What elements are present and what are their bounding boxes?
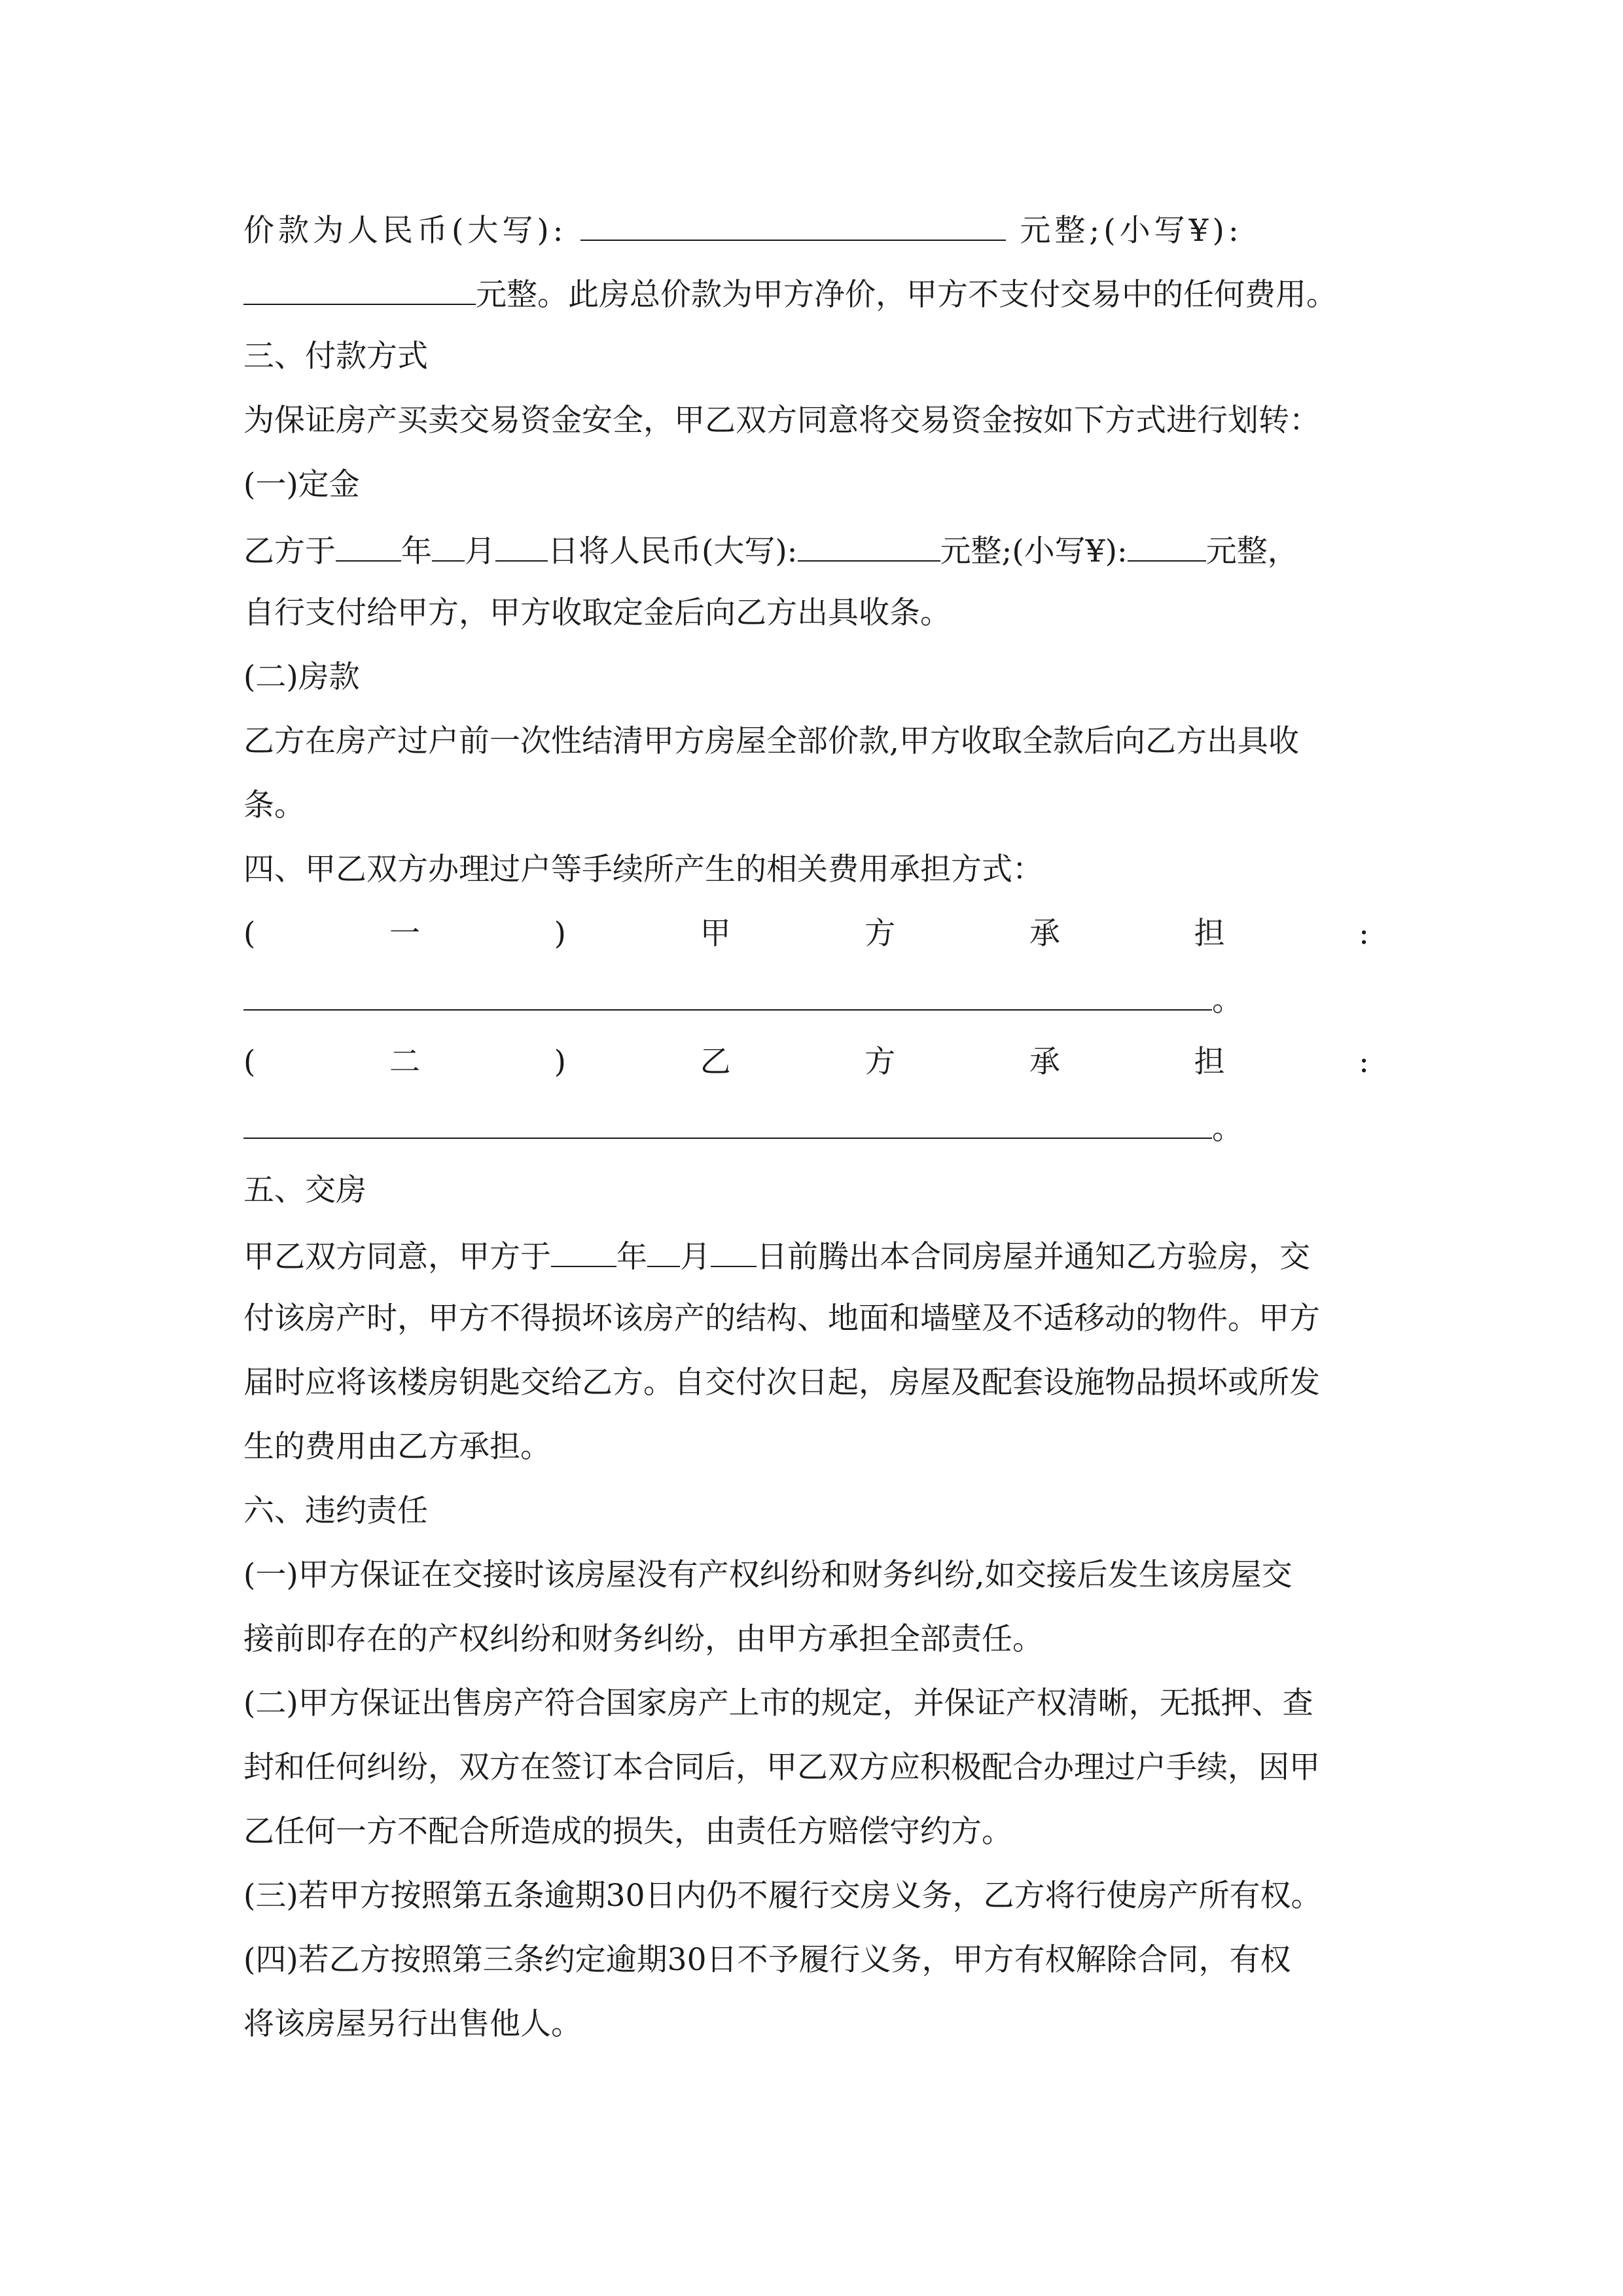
party-a-fee-blank-line: [243, 966, 1395, 1030]
payment-heading: (二)房款: [243, 659, 360, 695]
char: 承: [1029, 1044, 1060, 1080]
price-label: 价款为人民币(大写):: [243, 213, 567, 249]
section-3-heading: 三、付款方式: [243, 338, 428, 374]
char: 承: [1029, 916, 1060, 952]
handover-line-1: [243, 1223, 1395, 1287]
char: 方: [865, 916, 896, 952]
deposit-text-a: 乙方于: [243, 533, 336, 569]
char: 担: [1194, 916, 1225, 952]
handover-text-year: 年: [616, 1239, 647, 1275]
char: 甲: [700, 916, 731, 952]
price-net-line: [243, 260, 1395, 325]
party-a-fee-blank: [243, 966, 1212, 1011]
handover-text-month: 月: [680, 1239, 711, 1275]
paren-close: ): [554, 916, 566, 952]
char: 方: [865, 1044, 896, 1080]
paren-open: (: [243, 916, 256, 952]
section-3-intro: 为保证房产买卖交易资金安全，甲乙双方同意将交易资金按如下方式进行划转：: [243, 403, 1320, 439]
price-lowercase-blank: [243, 260, 476, 305]
deposit-uppercase-blank: [798, 517, 940, 562]
handover-month-blank: [647, 1223, 680, 1267]
price-net-text: 元整。此房总价款为甲方净价，甲方不支付交易中的任何费用。: [476, 277, 1337, 313]
section-4-heading: 四、甲乙双方办理过户等手续所产生的相关费用承担方式：: [243, 852, 1043, 888]
party-b-fee-blank: [243, 1094, 1212, 1139]
handover-line-4: 生的费用由乙方承担。: [243, 1429, 551, 1465]
item-number: 一: [389, 916, 420, 952]
liability-1-line-2: 接前即存在的产权纠纷和财务纠纷，由甲方承担全部责任。: [243, 1621, 1043, 1657]
price-line: [243, 196, 1395, 260]
price-uppercase-blank: [580, 196, 1006, 241]
deposit-receipt-line: 自行支付给甲方，甲方收取定金后向乙方出具收条。: [243, 595, 951, 631]
handover-year-blank: [551, 1223, 616, 1267]
handover-line-3: 届时应将该楼房钥匙交给乙方。自交付次日起，房屋及配套设施物品损坏或所发: [243, 1365, 1320, 1401]
item-number: 二: [389, 1044, 420, 1080]
period: 。: [1212, 1111, 1243, 1147]
deposit-month-blank: [432, 517, 465, 562]
deposit-day-blank: [495, 517, 548, 562]
handover-text-d: 日前腾出本合同房屋并通知乙方验房，交: [757, 1239, 1310, 1275]
liability-2-line-1: (二)甲方保证出售房产符合国家房产上市的规定，并保证产权清晰，无抵押、查: [243, 1685, 1313, 1721]
payment-line-2: 条。: [243, 787, 305, 823]
deposit-text-f: 元整，: [1205, 533, 1298, 569]
period: 。: [1212, 982, 1243, 1018]
deposit-text-month: 月: [465, 533, 495, 569]
char: 担: [1194, 1044, 1225, 1080]
deposit-year-blank: [336, 517, 401, 562]
deposit-heading: (一)定金: [243, 467, 360, 503]
liability-2-line-2: 封和任何纠纷，双方在签订本合同后，甲乙双方应积极配合办理过户手续，因甲: [243, 1749, 1320, 1785]
liability-2-line-3: 乙任何一方不配合所造成的损失，由责任方赔偿守约方。: [243, 1814, 1012, 1850]
paren-close: ): [554, 1044, 566, 1080]
section-5-heading: 五、交房: [243, 1172, 366, 1208]
colon: :: [1359, 916, 1369, 952]
char: 乙: [700, 1044, 731, 1080]
price-lowercase-label: 元整;(小写¥):: [1020, 213, 1243, 249]
deposit-text-d: 日将人民币(大写):: [548, 533, 798, 569]
liability-3-line: (三)若甲方按照第五条逾期30日内仍不履行交房义务，乙方将行使房产所有权。: [243, 1878, 1322, 1914]
handover-day-blank: [711, 1223, 757, 1267]
deposit-line: [243, 517, 1395, 581]
paren-open: (: [243, 1044, 256, 1080]
colon: :: [1359, 1044, 1369, 1080]
party-b-fee-line: [243, 1030, 1395, 1094]
handover-text-a: 甲乙双方同意，甲方于: [243, 1239, 551, 1275]
contract-text: [243, 196, 1395, 2056]
deposit-text-year: 年: [401, 533, 432, 569]
liability-4-line-1: (四)若乙方按照第三条约定逾期30日不予履行义务，甲方有权解除合同，有权: [243, 1942, 1291, 1978]
party-a-fee-line: [243, 902, 1395, 966]
section-6-heading: 六、违约责任: [243, 1493, 428, 1529]
liability-4-line-2: 将该房屋另行出售他人。: [243, 2006, 582, 2042]
payment-line-1: 乙方在房产过户前一次性结清甲方房屋全部价款,甲方收取全款后向乙方出具收: [243, 723, 1299, 759]
deposit-text-e: 元整;(小写¥):: [940, 533, 1128, 569]
party-b-fee-blank-line: [243, 1094, 1395, 1158]
liability-1-line-1: (一)甲方保证在交接时该房屋没有产权纠纷和财务纠纷,如交接后发生该房屋交: [243, 1557, 1293, 1593]
deposit-lowercase-blank: [1128, 517, 1206, 562]
handover-line-2: 付该房产时，甲方不得损坏该房产的结构、地面和墙壁及不适移动的物件。甲方: [243, 1300, 1320, 1336]
